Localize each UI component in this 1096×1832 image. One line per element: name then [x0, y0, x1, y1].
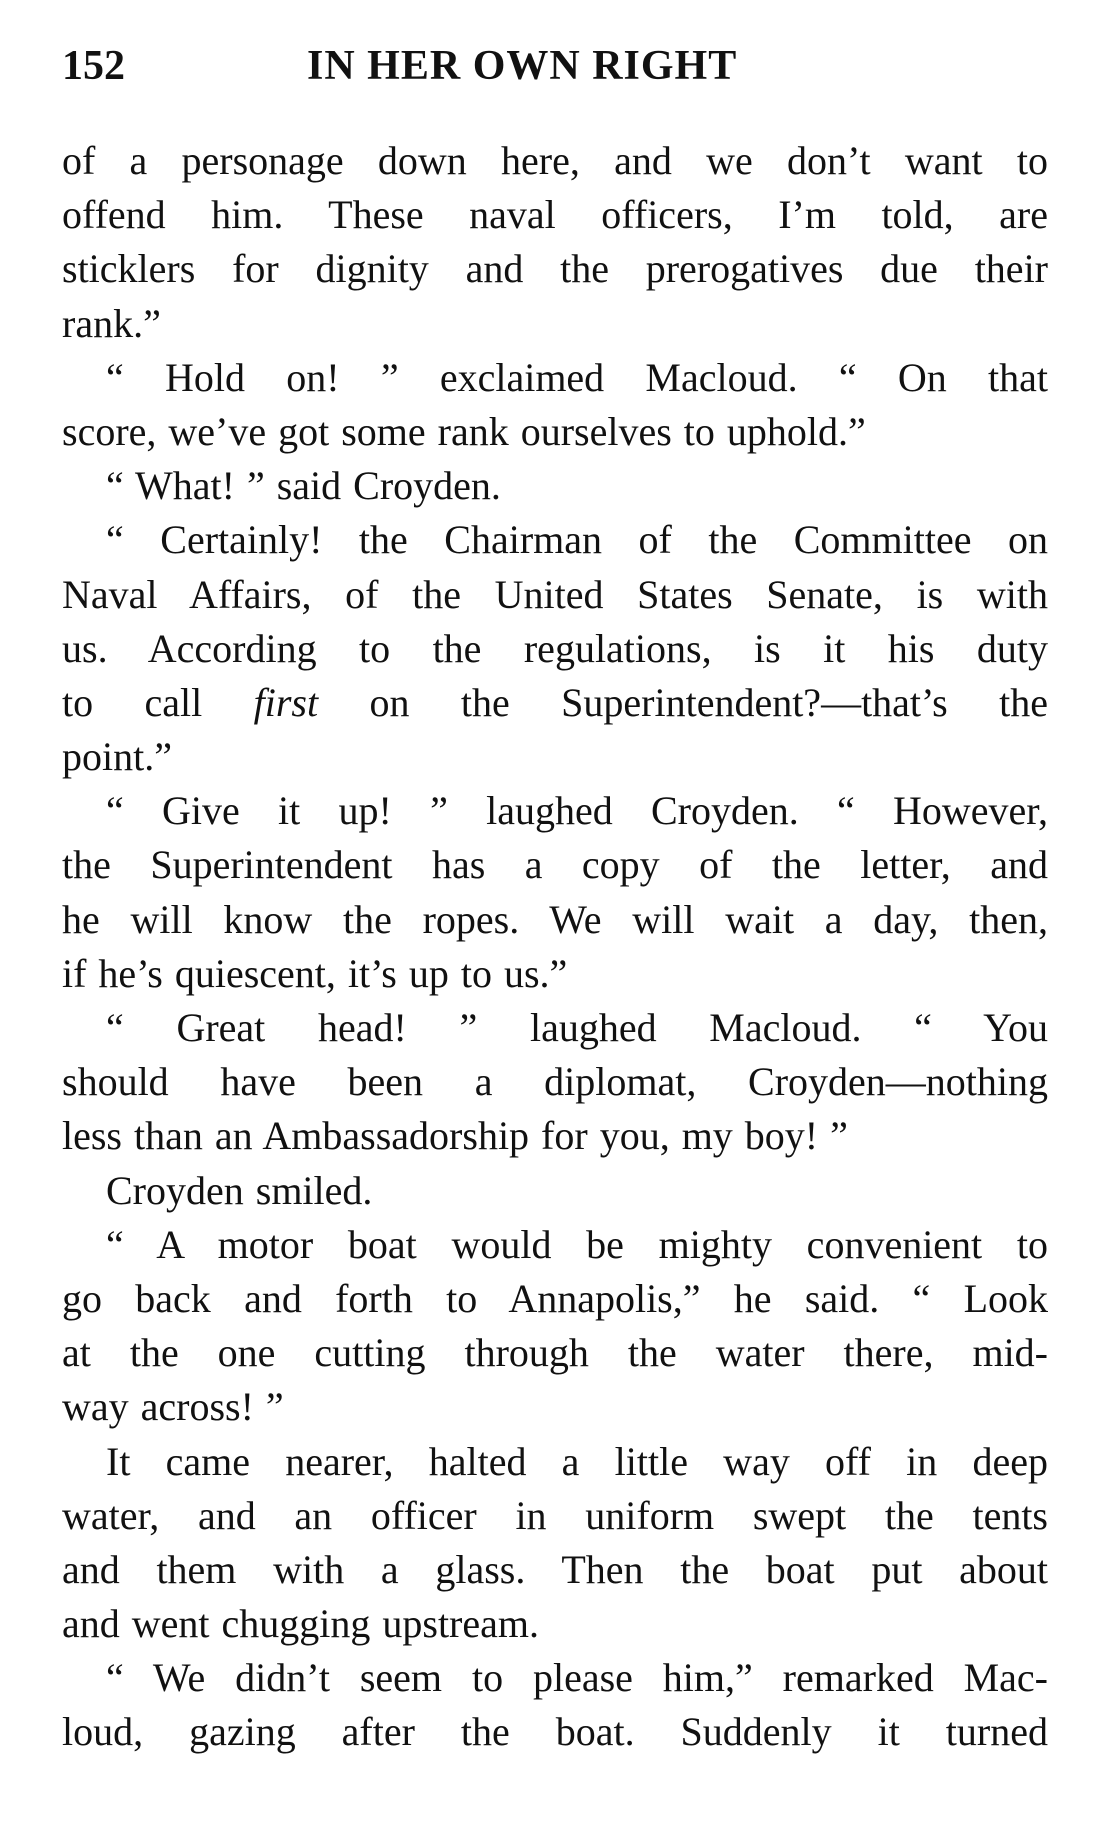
italic-emphasis: first	[253, 679, 319, 725]
text-line: us. According to the regulations, is it his duty	[62, 625, 1048, 671]
text-line: “ Certainly! the Chairman of the Committee on	[106, 517, 1048, 563]
page-number: 152	[62, 43, 125, 89]
text-line: less than an Ambassadorship for you, my boy! ”	[62, 1113, 848, 1159]
text-line: water, and an officer in uniform swept the tents	[62, 1492, 1048, 1538]
text-line: go back and forth to Annapolis,” he said. “ Look	[62, 1275, 1048, 1321]
text-segment: to call	[62, 679, 254, 725]
text-line: of a personage down here, and we don’t want to	[62, 138, 1048, 183]
text-line: “ Hold on! ” exclaimed Macloud. “ On that	[106, 354, 1048, 400]
text-line: It came nearer, halted a little way off in deep	[106, 1438, 1048, 1484]
text-line: “ A motor boat would be mighty convenient to	[106, 1221, 1048, 1267]
text-line	[62, 676, 1048, 730]
text-line: loud, gazing after the boat. Suddenly it turned	[62, 1709, 1048, 1755]
running-head	[62, 38, 1047, 94]
text-line: sticklers for dignity and the prerogatives due their	[62, 246, 1048, 292]
text-line: rank.”	[62, 300, 161, 346]
text-line: Naval Affairs, of the United States Senate, is with	[62, 571, 1048, 617]
text-line: should have been a diplomat, Croyden—nothing	[62, 1059, 1048, 1105]
text-line: “ Great head! ” laughed Macloud. “ You	[106, 1005, 1048, 1050]
text-line: and went chugging upstream.	[62, 1601, 539, 1647]
body-text	[62, 134, 1048, 1760]
text-line: “ Give it up! ” laughed Croyden. “ However,	[106, 788, 1048, 834]
text-line: “ We didn’t seem to please him,” remarked Mac-	[106, 1655, 1048, 1701]
text-line: point.”	[62, 734, 172, 780]
text-line: Croyden smiled.	[106, 1167, 373, 1213]
text-line: at the one cutting through the water there, mid-	[62, 1330, 1048, 1376]
text-line: and them with a glass. Then the boat put about	[62, 1546, 1048, 1592]
text-line: offend him. These naval officers, I’m told, are	[62, 192, 1048, 238]
text-line: he will know the ropes. We will wait a day, then,	[62, 896, 1048, 942]
text-line: “ What! ” said Croyden.	[106, 463, 501, 509]
running-title: IN HER OWN RIGHT	[307, 43, 738, 89]
text-line: way across! ”	[62, 1384, 284, 1430]
text-line: the Superintendent has a copy of the letter, and	[62, 842, 1048, 888]
text-segment: on the Superintendent?—that’s the	[318, 679, 1048, 725]
text-line: if he’s quiescent, it’s up to us.”	[62, 950, 568, 996]
text-line: score, we’ve got some rank ourselves to uphold.”	[62, 408, 866, 454]
